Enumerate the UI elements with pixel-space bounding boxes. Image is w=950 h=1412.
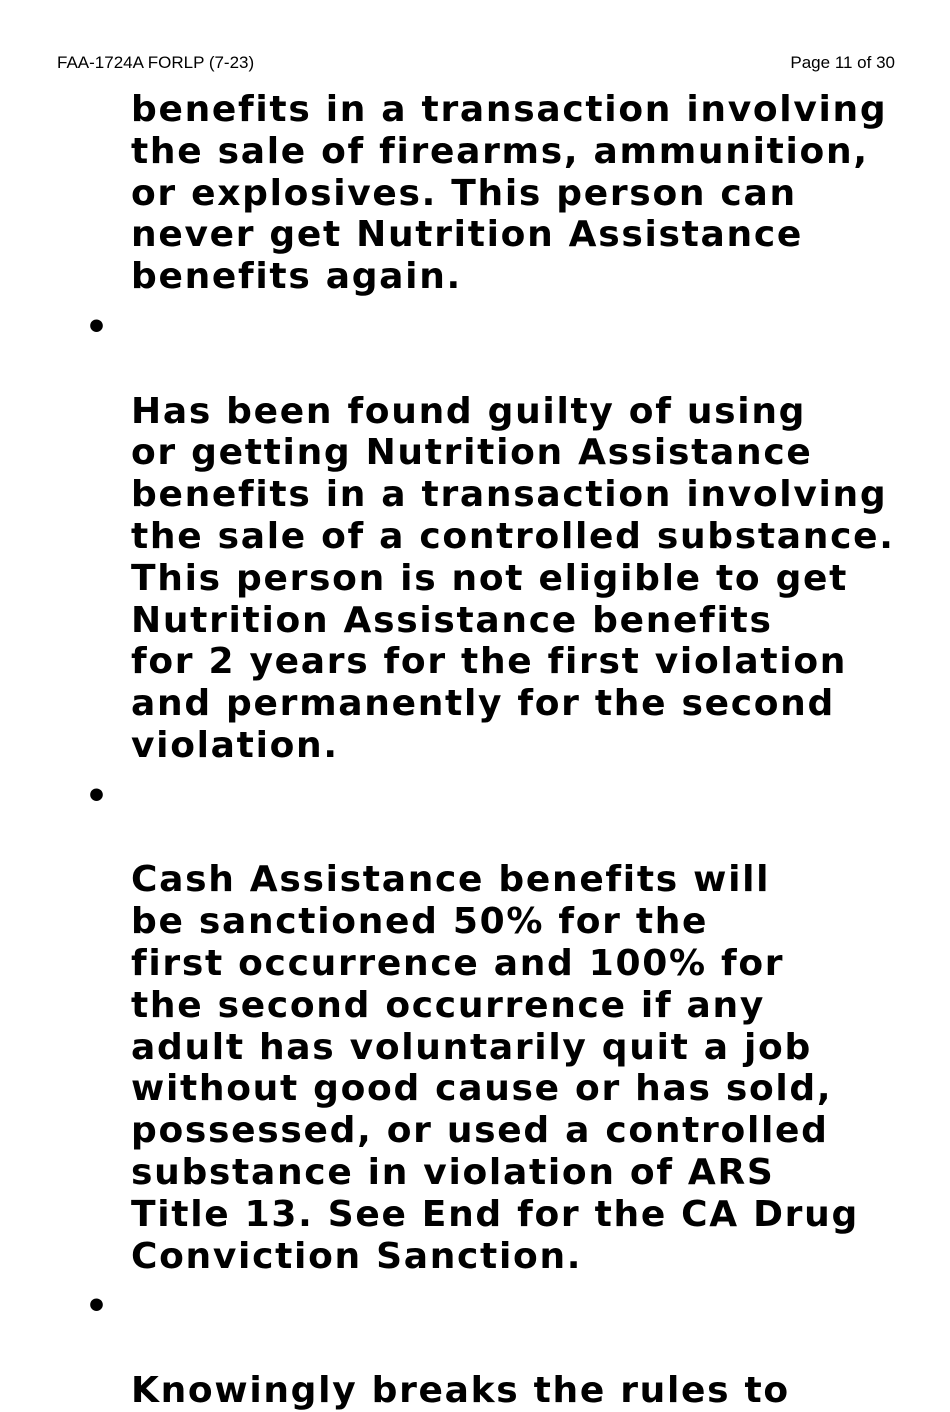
list-item-text: Cash Assistance benefits will be sanctioned 50% for the first occurrence and 100% for the second occurrence if any adult has voluntarily quit a job without good cause or has sold, possessed, or used a controlled substance in violation of ARS Title 13. See End for the CA Drug Conviction Sanction. <box>131 859 859 1277</box>
list-item <box>85 1286 911 1411</box>
bullet-icon: • <box>85 306 109 348</box>
form-id: FAA-1724A FORLP (7-23) <box>57 53 255 72</box>
bullet-icon: • <box>85 775 109 817</box>
page-number: Page 11 of 30 <box>790 53 895 72</box>
document-body <box>0 89 950 1412</box>
list-item-text: Knowingly breaks the rules to <box>131 1369 790 1411</box>
bullet-icon: • <box>85 1286 109 1328</box>
continued-paragraph: benefits in a transaction involving the sale of firearms, ammunition, or explosives. This person can never get Nutrition Assistance benefits again. <box>131 89 888 298</box>
list-item <box>85 775 911 1278</box>
list-item-text: Has been found guilty of using or getting Nutrition Assistance benefits in a transaction involving the sale of a controlled substance. This person is not eligible to get Nutrition Assistance benefits for 2 years for the first violation and permanently for the second violation. <box>131 390 895 766</box>
list-item <box>85 306 911 767</box>
